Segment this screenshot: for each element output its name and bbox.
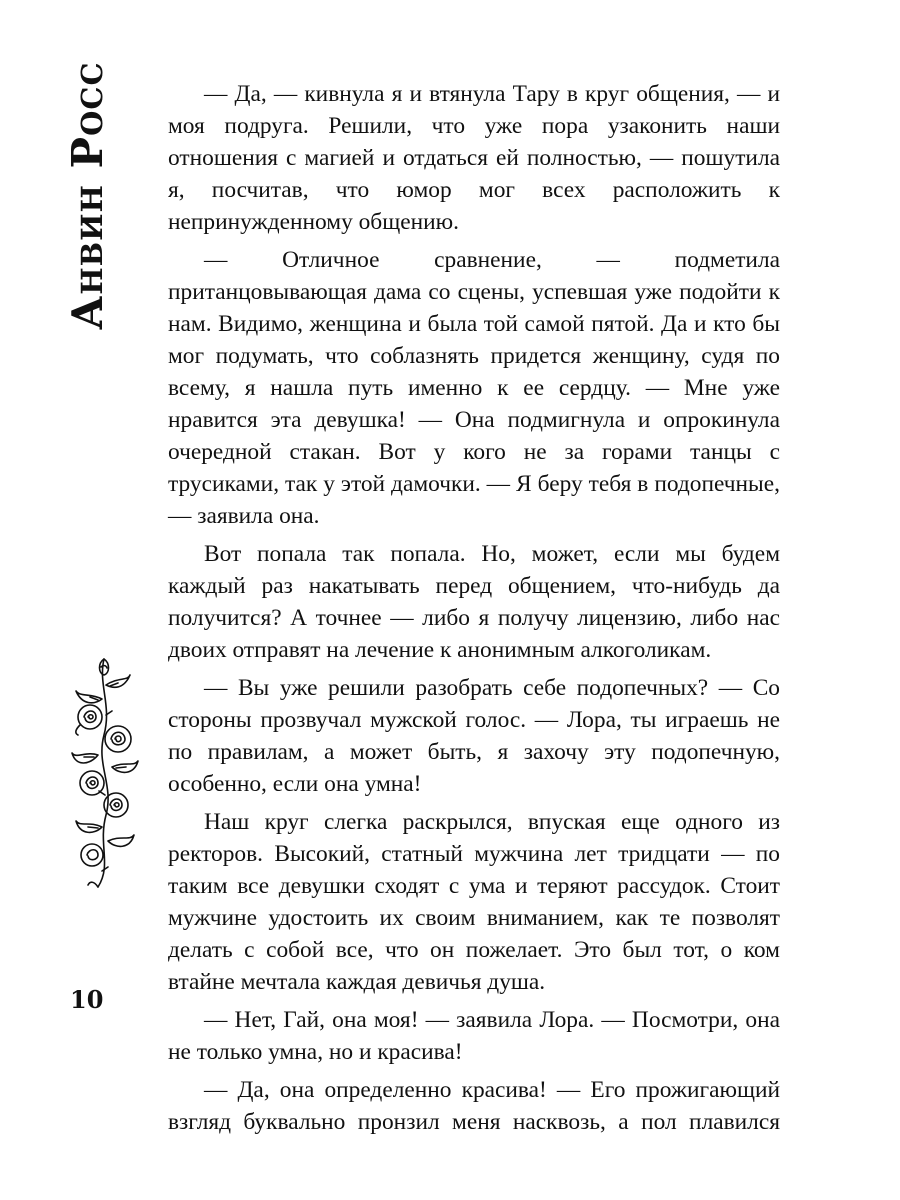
page-number: 10 [70,985,104,1014]
paragraph: — Да, — кивнула я и втянула Тару в круг общения, — и моя подруга. Решили, что уже пора узаконить наши отношения с магией и отдаться ей полностью, — пошутила я, посчитав, что юмор мог всех расположить к непринужденному общению. [168,81,780,235]
paragraph: Вот попала так попала. Но, может, если мы будем каждый раз накатывать перед общением, что-нибудь да получится? А точнее — либо я получу лицензию, либо нас двоих отправят на лечение к анонимным алкоголикам. [168,541,780,663]
paragraph: — Вы уже решили разобрать себе подопечных? — Со стороны прозвучал мужской голос. — Лора, ты играешь не по правилам, а может быть, я захочу эту подопечную, особенно, если она умна! [168,675,780,797]
paragraph: — Нет, Гай, она моя! — заявила Лора. — Посмотри, она не только умна, но и красива! [168,1007,780,1065]
running-header-author: Анвин Росс [63,61,112,330]
paragraph: — Отличное сравнение, — подметила пританцовывающая дама со сцены, успевшая уже подойти к нам. Видимо, женщина и была той самой пятой. Да и кто бы мог подумать, что соблазнять придется женщину, судя по всему, я нашла путь именно к ее сердцу. — Мне уже нравится эта девушка! — Она подмигнула и опрокинула очередной стакан. Вот у кого не за горами танцы с трусиками, так у этой дамочки. — Я беру тебя в подопечные, — заявила она. [168,247,780,529]
body-text [168,78,780,1144]
rose-vine-ornament-icon [68,655,140,890]
paragraph: — Да, она определенно красива! — Его прожигающий взгляд буквально пронзил меня насквозь, а пол плавился [168,1077,780,1135]
paragraph: Наш круг слегка раскрылся, впуская еще одного из ректоров. Высокий, статный мужчина лет тридцати — по таким все девушки сходят с ума и теряют рассудок. Стоит мужчине удостоить их своим вниманием, как те позволят делать с собой все, что он пожелает. Это был тот, о ком втайне мечтала каждая девичья душа. [168,809,780,995]
